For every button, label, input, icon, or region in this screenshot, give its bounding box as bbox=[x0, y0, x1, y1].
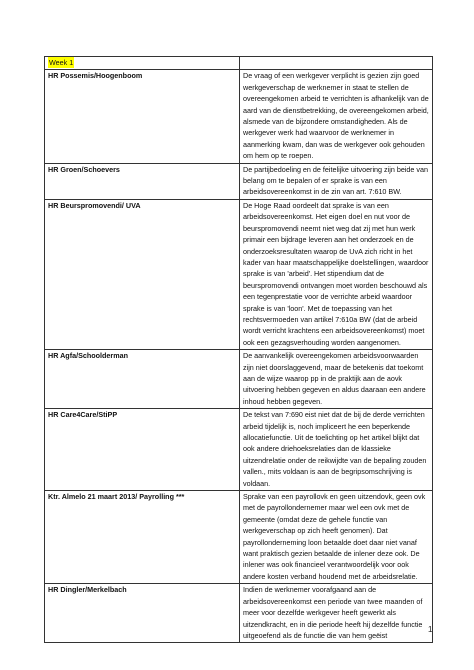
page-number: 1 bbox=[428, 625, 433, 634]
table-row bbox=[45, 491, 433, 584]
table-row bbox=[45, 163, 433, 199]
table-row bbox=[45, 584, 433, 643]
case-summary: De aanvankelijk overeengekomen arbeidsvoorwaarden zijn niet doorslaggevend, maar de betekenis dat toekomt aan de wijze waarop pp in de praktijk aan de aovk uitvoering hebben gegeven en aldus daaraan een andere inhoud hebben gegeven. bbox=[240, 350, 433, 409]
case-name: Ktr. Almelo 21 maart 2013/ Payrolling *** bbox=[45, 491, 240, 584]
case-summary: De partijbedoeling en de feitelijke uitvoering zijn beide van belang om te bepalen of er sprake is van een arbeidsovereenkomst in de zin van art. 7:610 BW. bbox=[240, 163, 433, 199]
week-label: Week 1 bbox=[49, 58, 74, 67]
case-name: HR Care4Care/StiPP bbox=[45, 409, 240, 491]
week-cell bbox=[45, 57, 240, 70]
case-name: HR Beurspromovendi/ UVA bbox=[45, 199, 240, 349]
table-row bbox=[45, 350, 433, 409]
table-row bbox=[45, 70, 433, 163]
table-row bbox=[45, 199, 433, 349]
table-row bbox=[45, 409, 433, 491]
case-summary: Sprake van een payrollovk en geen uitzendovk, geen ovk met de payrollondernemer maar wel een ovk met de gemeente (omdat deze de gehele functie van werkgeverschap op zich heeft genomen). Dat payrollonderneming loon betaalde doet daar niet vanaf want praktisch gezien betaalde de inlener deze ook. De inlener was ook financieel verantwoordelijk voor ook andere kosten verband houdend met de arbeidsrelatie. bbox=[240, 491, 433, 584]
table-header-row bbox=[45, 57, 433, 70]
case-summary: De Hoge Raad oordeelt dat sprake is van een arbeidsovereenkomst. Het eigen doel en nut voor de beurspromovendi neemt niet weg dat zij met hun werk primair een bijdrage leveren aan het onderzoek en de onderzoeksresultaten waarop de UvA zich richt in het kader van haar maatschappelijke doelstellingen, waardoor sprake is van 'arbeid'. Het stipendium dat de beurspromovendi ontvangen moet worden beschouwd als een tegenprestatie voor de verrichte arbeid waardoor sprake is van 'loon'. Met de toepassing van het rechtsvermoeden van artikel 7:610a BW (dat de arbeid wordt verricht krachtens een arbeidsovereenkomst) moet ook een gezagsverhouding worden aangenomen. bbox=[240, 199, 433, 349]
case-name: HR Dingler/Merkelbach bbox=[45, 584, 240, 643]
case-name: HR Groen/Schoevers bbox=[45, 163, 240, 199]
case-name: HR Possemis/Hoogenboom bbox=[45, 70, 240, 163]
case-summary: Indien de werknemer voorafgaand aan de arbeidsovereenkomst een periode van twee maanden of meer voor dezelfde werkgever heeft gewerkt als uitzendkracht, en in die periode heeft hij dezelfde functie uitgeoefend als de functie die van hem geëist bbox=[240, 584, 433, 643]
case-table bbox=[44, 56, 433, 643]
empty-header-cell bbox=[240, 57, 433, 70]
case-summary: De tekst van 7:690 eist niet dat de bij de derde verrichten arbeid tijdelijk is, noch impliceert he een beperkende allocatiefunctie. Uit de toelichting op het artikel blijkt dat ook andere driehoeksrelaties dan de klassieke uitzendrelatie onder de reikwijdte van de bepaling zouden vallen., mits voldaan is aan de begripsomschrijving is voldaan. bbox=[240, 409, 433, 491]
case-name: HR Agfa/Schoolderman bbox=[45, 350, 240, 409]
case-summary: De vraag of een werkgever verplicht is gezien zijn goed werkgeverschap de werknemer in staat te stellen de overeengekomen arbeid te verrichten is afhankelijk van de aard van de dienstbetrekking, de overeengekomen arbeid, alsmede van de bijzondere omstandigheden. Als de werkgever werk had waarvoor de werknemer in aanmerking kwam, dan was de werkgever ook gehouden om hem op te roepen. bbox=[240, 70, 433, 163]
